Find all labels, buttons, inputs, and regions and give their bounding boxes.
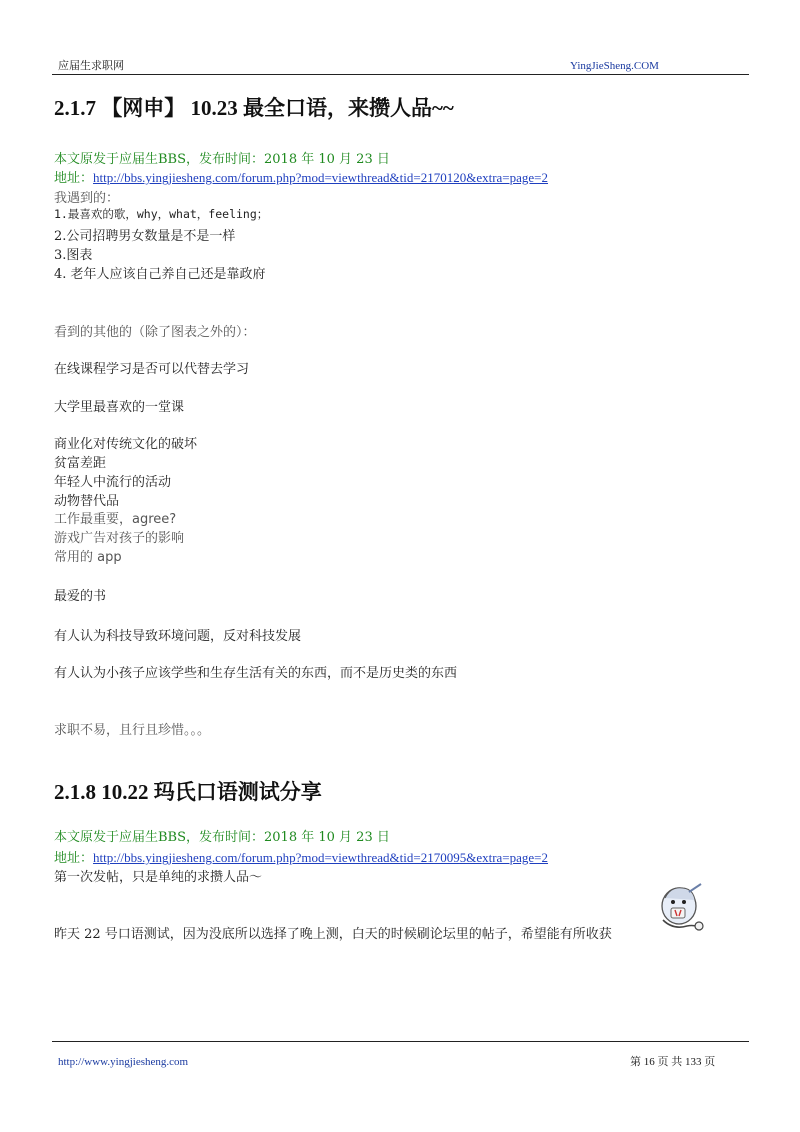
list-item: 有人认为科技导致环境问题，反对科技发展 <box>54 629 302 644</box>
footer-divider <box>52 1041 749 1042</box>
list-item: 3.图表 <box>54 248 93 263</box>
list-item: 贫富差距 <box>54 456 107 471</box>
address-link[interactable]: http://bbs.yingjiesheng.com/forum.php?mod=viewthread&tid=2170120&extra=page=2 <box>93 170 549 185</box>
list-item: 4. 老年人应该自己养自己还是靠政府 <box>54 267 266 282</box>
address-label: 地址： <box>54 171 94 186</box>
footer-page-number: 第 16 页 共 133 页 <box>630 1056 716 1068</box>
list-item: 最爱的书 <box>54 589 107 604</box>
body-line: 昨天 22 号口语测试，因为没底所以选择了晚上测，白天的时候刷论坛里的帖子，希望能有所收获 <box>54 927 612 942</box>
emoticon-icon <box>657 880 709 940</box>
list-item: 年轻人中流行的活动 <box>54 475 172 490</box>
list-item: 商业化对传统文化的破坏 <box>54 437 198 452</box>
closing-line: 求职不易，且行且珍惜。。。 <box>54 723 211 738</box>
post-address <box>54 847 548 866</box>
intro-line: 第一次发帖，只是单纯的求攒人品～ <box>54 870 263 885</box>
address-label: 地址： <box>54 851 94 866</box>
others-header: 看到的其他的（除了图表之外的）： <box>54 325 256 340</box>
section-title: 2.1.8 10.22 玛氏口语测试分享 <box>54 780 322 804</box>
list-item: 常用的 app <box>54 550 122 565</box>
section-title: 2.1.7 【网申】 10.23 最全口语，来攒人品~~ <box>54 96 454 120</box>
post-meta: 本文原发于应届生BBS，发布时间：2018 年 10 月 23 日 <box>54 830 390 845</box>
list-item: 动物替代品 <box>54 494 120 509</box>
list-item: 在线课程学习是否可以代替去学习 <box>54 362 250 377</box>
post-meta: 本文原发于应届生BBS，发布时间：2018 年 10 月 23 日 <box>54 152 390 167</box>
list-item: 大学里最喜欢的一堂课 <box>54 400 185 415</box>
post-address <box>54 167 548 186</box>
header-divider <box>52 74 749 75</box>
list-item: 有人认为小孩子应该学些和生存生活有关的东西，而不是历史类的东西 <box>54 666 458 681</box>
header-site-name: 应届生求职网 <box>58 60 124 72</box>
address-link[interactable]: http://bbs.yingjiesheng.com/forum.php?mod=viewthread&tid=2170095&extra=page=2 <box>93 850 549 865</box>
header-site-url[interactable]: YingJieSheng.COM <box>570 60 659 72</box>
list-item: 1.最喜欢的歌，why，what，feeling； <box>54 207 269 221</box>
list-item: 2.公司招聘男女数量是不是一样 <box>54 229 236 244</box>
footer-site-url[interactable]: http://www.yingjiesheng.com <box>58 1056 189 1068</box>
met-header: 我遇到的： <box>54 191 120 206</box>
list-item: 游戏广告对孩子的影响 <box>54 531 185 546</box>
list-item: 工作最重要，agree? <box>54 512 177 527</box>
